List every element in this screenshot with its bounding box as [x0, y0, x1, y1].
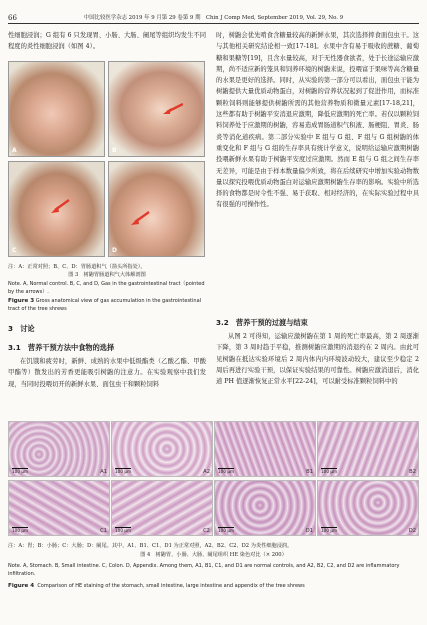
figure-4-panel-a2 — [111, 421, 213, 477]
section-3-2-heading: 3.2 营养干预的过渡与结束 — [216, 318, 308, 327]
panel-label: A — [12, 147, 17, 154]
scale-label: 100 μm — [321, 528, 338, 533]
figure-4-panel-b1 — [214, 421, 316, 477]
running-header — [8, 12, 419, 24]
figure-4-caption-en — [8, 583, 419, 591]
panel-label: C — [12, 247, 17, 254]
figure-3-panel-a — [8, 61, 105, 157]
left-top-paragraph: 性细胞浸润；G 组有 6 只发现胃、小肠、大肠、阑尾等组织均发生不同程度的炎性细胞浸润（如图 4）。 — [8, 32, 206, 51]
arrow-icon — [129, 210, 151, 226]
figure-4-panel-b2 — [317, 421, 419, 477]
figure-4-panel-a1 — [8, 421, 110, 477]
figure-4-panel-c1 — [8, 480, 110, 536]
figure-4-title-cn: 图 4 树鼩胃、小肠、大肠、阑尾组织 HE 染色对比（× 200） — [140, 552, 287, 558]
figure-3-note-cn: 注：A：正常对照；B、C、D：胃肠道积气（箭头所指处）。 — [8, 264, 146, 270]
panel-label: A1 — [100, 469, 107, 475]
figure-4-panel-d2 — [317, 480, 419, 536]
scale-label: 100 μm — [12, 469, 29, 474]
panel-label: B2 — [409, 469, 416, 475]
arrow-icon — [161, 102, 183, 116]
scale-label: 100 μm — [12, 528, 29, 533]
journal-title: 中国比较医学杂志 2019 年 9 月第 29 卷第 9 期 Chin J Comp Med, September 2019, Vol. 29, No. 9 — [83, 15, 344, 21]
scale-label: 100 μm — [321, 469, 338, 474]
figure-3-panel-c — [8, 161, 105, 257]
panel-label: D1 — [305, 528, 313, 534]
figure-3-note-en: Note. A, Normal control. B, C, and D, Gas in the gastrointestinal tract（pointed by the arrows）. — [8, 281, 205, 295]
scale-label: 100 μm — [115, 528, 132, 533]
figure-4-label-en: Figure 4 — [8, 583, 35, 589]
figure-3-panel-b — [108, 61, 205, 157]
figure-3-title-cn: 图 3 树鼩胃肠道积气大体解剖图 — [68, 272, 146, 278]
scale-label: 100 μm — [218, 528, 235, 533]
panel-label: B — [112, 147, 117, 154]
figure-4-note-en: Note. A, Stomach. B, Small intestine. C, Colon. D, Appendix. Among them, A1, B1, C1, and D1 are normal controls, and A2, B2, C2, and D2 are inflammatory infiltration. — [8, 563, 400, 577]
figure-3-label-en: Figure 3 — [8, 298, 35, 304]
left-body-paragraph: 在饥饿和疲劳时，新鲜、成熟的水果中低级酯类（乙酸乙酯、甲酸甲酯等）散发出的芳香更能吸引树鼩的注意力。在实验观察中我们发现，当同时投喂切开的新鲜水果、面包虫干和颗粒饲料 — [8, 358, 206, 388]
figure-3-title-en: Gross anatomical view of gas accumulation in the gastrointestinal tract of the tree shrews — [8, 298, 202, 312]
panel-label: C1 — [100, 528, 107, 534]
page-number: 66 — [8, 14, 17, 22]
right-top-paragraph: 时，树鼩会优先啃食含糖量较高的新鲜水果，其次选择摔食面包虫干。这与其他相关研究结论相一致[17-18]。水果中含有易于吸收的蔗糖、葡萄糖和果糖等[19]，且含水量较高，对于无性器食欲者，处于长途运输应激期，尚不适应新的笼具和饲养环境的树鼩来说，投喂富于果味等高含糖量的水果是更好的选择。同时，从实验的第一部分可以看出，面包虫干能为树鼩提供大量优质动物蛋白，对树鼩的营养状况起到了促进作用，而标准颗粒饲料则能够提供树鼩所需的其他营养物质和微量元素[17-18,21]，这些都有助于树鼩平安消退应激期，降低应激期的死亡率。若仅以颗粒饲料饲养处于应激期的树鼩，容易造成胃肠道积气积液、肠梗阻、胃炎、肠炎等消化道疾病。第二部分实验中 E 组与 G 组、F 组与 G 组树鼩的体重变化和 F 组与 G 组的生存率具有统计学意义，说明给运输应激期树鼩投喂新鲜水果有助于树鼩平安度过应激期。然而 E 组与 G 组之间生存率无差异，可能是由于样本数量偏少所致，将在后续研究中增加实验动物数量以探究投喂优质动物蛋白对运输应激期树鼩生存率的影响。实验中所选择的食物都是时令性不强、易于获取、相对经济的，在实际实验过程中具有很强的可操作性。 — [216, 32, 419, 209]
section-3-heading: 3 讨论 — [8, 324, 35, 333]
right-body-paragraph: 从图 2 可得知，运输应激树鼩在第 1 周的死亡率最高，第 2 周逐渐下降，第 3 周时趋于平稳，推测树鼩应激期的消退约在 2 周内。由此可见树鼩在抵达实验环境后 2 周内体内内环境波动较大，建议至少稳定 2 周后再进行实验干预，以保证实验结果的可靠性。树鼩应激消退后，消化道 PH 值逐渐恢复正常水平[22-24]，可以耐受标准颗粒饲料中的 — [216, 333, 419, 386]
panel-label: C2 — [203, 528, 210, 534]
figure-3 — [8, 61, 206, 261]
panel-label: D2 — [408, 528, 416, 534]
panel-label: D — [112, 247, 117, 254]
figure-4-note-cn: 注：A：胃；B：小肠；C：大肠；D：阑尾。其中，A1、B1、C1、D1 为正常对照，A2、B2、C2、D2 为炎性细胞浸润。 — [8, 543, 293, 549]
figure-4-panel-c2 — [111, 480, 213, 536]
panel-label: B1 — [306, 469, 313, 475]
figure-4-title-en: Comparison of HE staining of the stomach, small intestine, large intestine and appendix of the tree shrews — [37, 583, 305, 589]
section-3-1-heading: 3.1 营养干预方法中食物的选择 — [8, 343, 115, 352]
arrow-icon — [49, 198, 71, 214]
figure-3-panel-d — [108, 161, 205, 257]
panel-label: A2 — [203, 469, 210, 475]
scale-label: 100 μm — [115, 469, 132, 474]
figure-4-panel-d1 — [214, 480, 316, 536]
figure-3-caption-en — [8, 298, 206, 313]
figure-4 — [8, 421, 419, 539]
scale-label: 100 μm — [218, 469, 235, 474]
